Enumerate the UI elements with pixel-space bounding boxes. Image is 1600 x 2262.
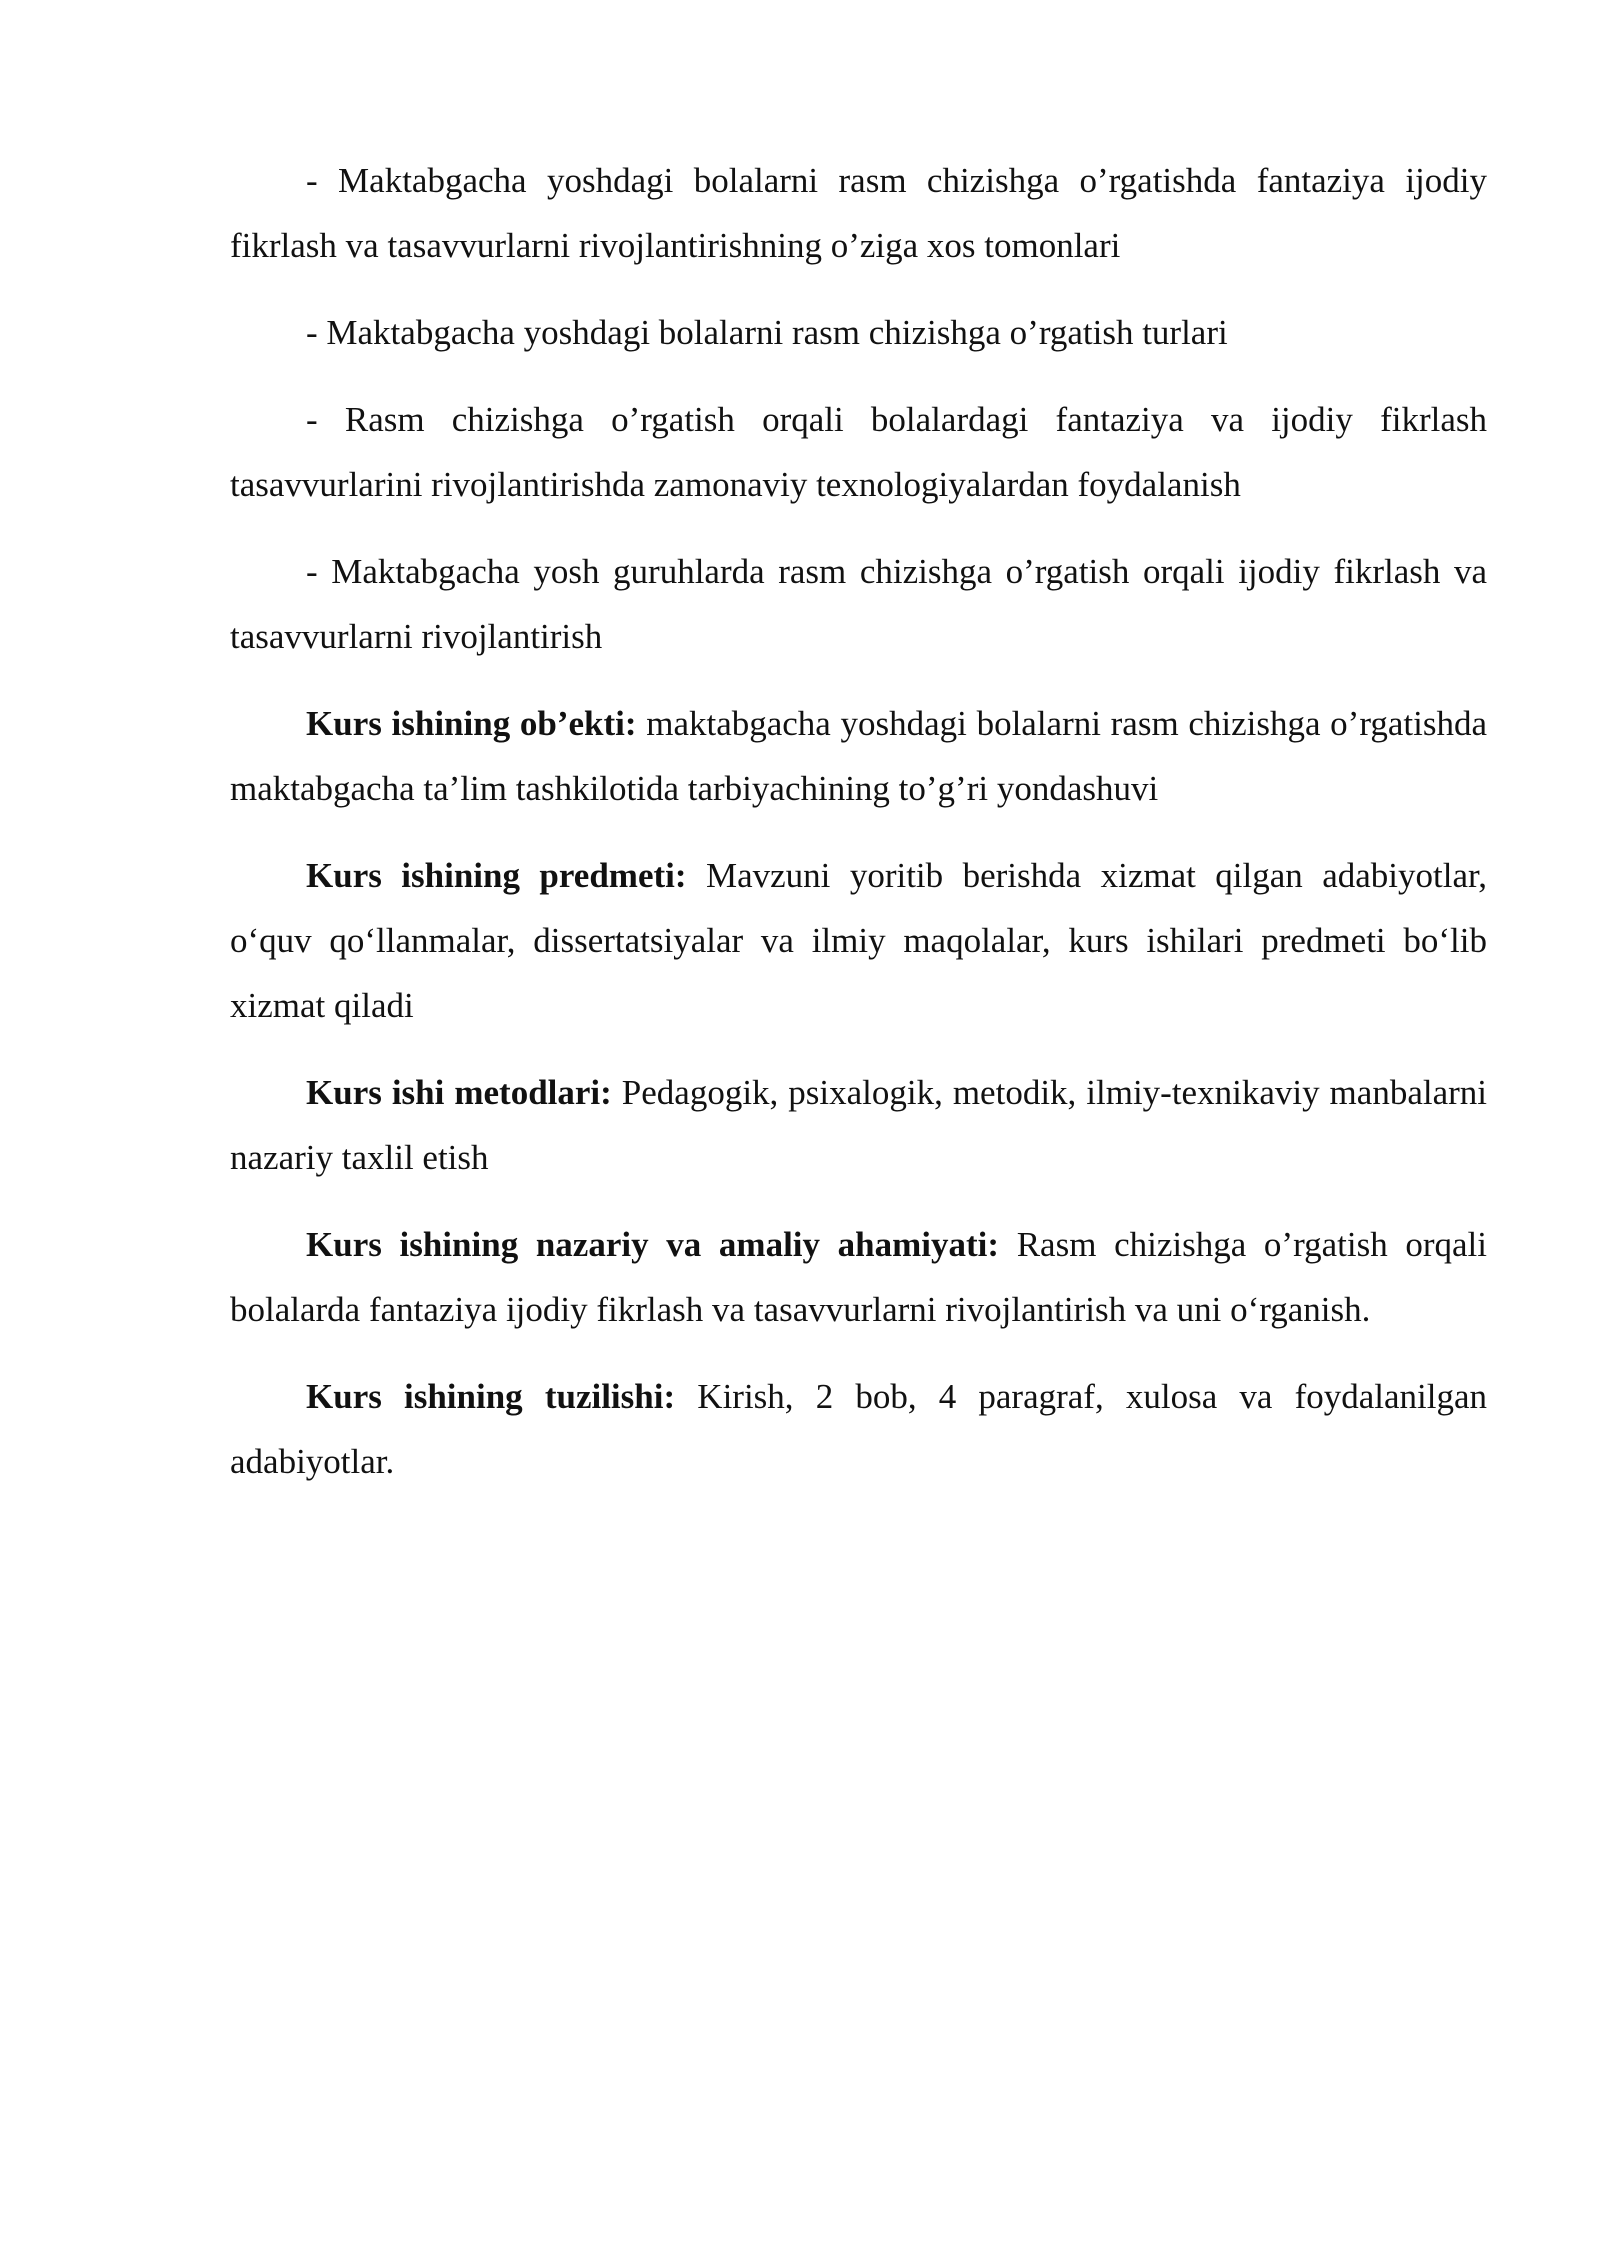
section-text: Rasm chizishga o’rgatish orqali bolalarda fantaziya ijodiy fikrlash va tasavvurlarni rivojlantirish va uni o‘rganish. — [230, 1225, 1487, 1329]
section-label: Kurs ishining ob’ekti: — [306, 704, 637, 743]
section-structure — [230, 1364, 1487, 1494]
section-text: maktabgacha yoshdagi bolalarni rasm chizishga o’rgatishda maktabgacha ta’lim tashkilotida tarbiyachining to’g’ri yondashuvi — [230, 704, 1487, 808]
section-label: Kurs ishining nazariy va amaliy ahamiyati: — [306, 1225, 1000, 1264]
section-significance — [230, 1212, 1487, 1342]
section-methods — [230, 1060, 1487, 1190]
section-object — [230, 691, 1487, 821]
section-label: Kurs ishining tuzilishi: — [306, 1377, 676, 1416]
section-text: Mavzuni yoritib berishda xizmat qilgan adabiyotlar, o‘quv qo‘llanmalar, dissertatsiyalar va ilmiy maqolalar, kurs ishilari predmeti bo‘lib xizmat qiladi — [230, 856, 1487, 1025]
section-text: Pedagogik, psixalogik, metodik, ilmiy-texnikaviy manbalarni nazariy taxlil etish — [230, 1073, 1487, 1177]
bullet-paragraph: - Maktabgacha yoshdagi bolalarni rasm chizishga o’rgatishda fantaziya ijodiy fikrlash va tasavvurlarni rivojlantirishning o’ziga xos tomonlari — [230, 161, 1487, 265]
section-label: Kurs ishining predmeti: — [306, 856, 687, 895]
bullet-paragraph: - Maktabgacha yoshdagi bolalarni rasm chizishga o’rgatish turlari — [306, 313, 1228, 352]
section-text: Kirish, 2 bob, 4 paragraf, xulosa va foydalanilgan adabiyotlar. — [230, 1377, 1488, 1481]
document-page — [230, 148, 1487, 1516]
bullet-paragraph: - Maktabgacha yosh guruhlarda rasm chizishga o’rgatish orqali ijodiy fikrlash va tasavvurlarni rivojlantirish — [230, 552, 1487, 656]
section-subject — [230, 843, 1487, 1038]
section-label: Kurs ishi metodlari: — [306, 1073, 612, 1112]
bullet-paragraph: - Rasm chizishga o’rgatish orqali bolalardagi fantaziya va ijodiy fikrlash tasavvurlarini rivojlantirishda zamonaviy texnologiyalardan foydalanish — [230, 400, 1487, 504]
